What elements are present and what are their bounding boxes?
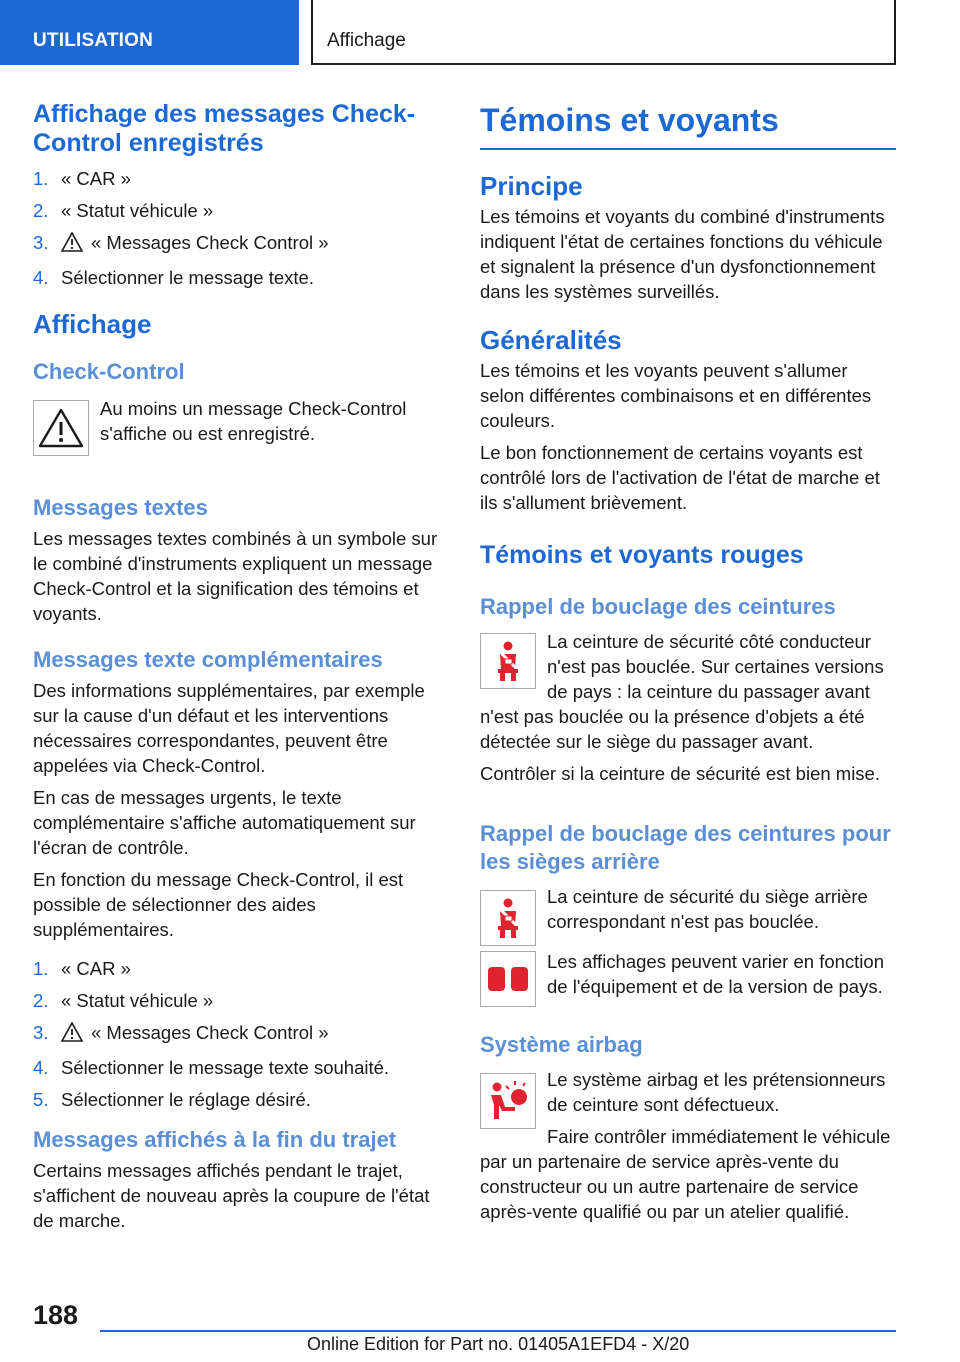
heading-belt-reminder: Rappel de bouclage des ceintures <box>480 594 836 619</box>
rear-belt-paragraph-2: Les affichages peuvent varier en fonction de l'équipement et de la version de pays. <box>547 951 884 997</box>
heading-end-of-trip: Messages affichés à la fin du trajet <box>33 1127 397 1152</box>
steps-list-stored <box>33 166 445 290</box>
warning-triangle-icon <box>61 232 83 258</box>
complementary-paragraph-2: En cas de messages urgents, le texte complémentaire s'affiche automatiquement sur l'écran de contrôle. <box>33 787 416 858</box>
end-of-trip-paragraph: Certains messages affichés pendant le trajet, s'affichent de nouveau après la coupure de l'état de marche. <box>33 1160 430 1231</box>
principle-paragraph: Les témoins et voyants du combiné d'instruments indiquent l'état de certaines fonctions du véhicule et signalent la présence d'un dysfonctionnement dans les systèmes surveillés. <box>480 206 885 302</box>
text-messages-paragraph: Les messages textes combinés à un symbole sur le combiné d'instruments expliquent un message Check-Control et la signification des témoins et voyants. <box>33 528 438 624</box>
rear-belt-row <box>480 884 896 942</box>
heading-rear-belt-reminder: Rappel de bouclage des ceintures pour les sièges arrière <box>480 821 891 874</box>
belt-reminder-paragraph-2: Contrôler si la ceinture de sécurité est bien mise. <box>480 763 880 784</box>
heading-display: Affichage <box>33 309 152 339</box>
list-item: 1. « CAR » <box>33 168 131 189</box>
heading-red-lights: Témoins et voyants rouges <box>480 541 804 569</box>
airbag-warning-icon <box>480 1073 536 1129</box>
heading-text-messages: Messages textes <box>33 495 208 520</box>
left-column <box>33 100 445 1233</box>
rear-seatbelt-warning-icon <box>480 890 536 946</box>
complementary-paragraph-3: En fonction du message Check-Control, il est possible de sélectionner des aides supplémentaires. <box>33 869 404 940</box>
belt-reminder-row <box>480 629 896 754</box>
heading-airbag: Système airbag <box>480 1032 643 1057</box>
belt-reminder-paragraph-1: La ceinture de sécurité côté conducteur n'est pas bouclée. Sur certaines versions de pays : la ceinture du passager avant n'est pas bouclée ou la présence d'objets a été détectée sur le siège du passager avant. <box>480 631 884 752</box>
rear-belt-paragraph-1: La ceinture de sécurité du siège arrière correspondant n'est pas bouclée. <box>547 886 868 932</box>
rear-seats-status-icon <box>480 951 536 1007</box>
right-column <box>480 100 896 1224</box>
footer-edition: Online Edition for Part no. 01405A1EFD4 - X/20 <box>307 1334 690 1354</box>
warning-triangle-icon <box>33 400 89 456</box>
seatbelt-warning-icon <box>480 633 536 689</box>
airbag-row <box>480 1067 896 1117</box>
heading-principle: Principe <box>480 171 583 201</box>
list-item: 2. « Statut véhicule » <box>33 990 214 1011</box>
rear-belt-seats-row <box>480 949 896 1007</box>
heading-general: Généralités <box>480 325 622 355</box>
check-control-row <box>33 396 445 456</box>
chapter-tab <box>311 0 896 65</box>
list-item: 3. « Messages Check Control » <box>33 230 445 258</box>
section-tab <box>0 0 299 65</box>
page-number: 188 <box>33 1300 79 1330</box>
list-item: 1. « CAR » <box>33 958 131 979</box>
heading-indicator-lights: Témoins et voyants <box>480 100 896 150</box>
list-item: 5. Sélectionner le réglage désiré. <box>33 1089 311 1110</box>
general-paragraph-2: Le bon fonctionnement de certains voyants est contrôlé lors de l'activation de l'état de marche et ils s'allument brièvement. <box>480 442 880 513</box>
warning-triangle-icon <box>61 1022 83 1048</box>
airbag-paragraph-2: Faire contrôler immédiatement le véhicule par un partenaire de service après-vente du constructeur ou un autre partenaire de service après-vente qualifié ou par un atelier qualifié. <box>480 1126 891 1222</box>
complementary-paragraph-1: Des informations supplémentaires, par exemple sur la cause d'un défaut et les interventions nécessaires correspondantes, peuvent être appelées via Check-Control. <box>33 680 425 776</box>
heading-complementary: Messages texte complémentaires <box>33 647 383 672</box>
heading-stored-messages: Affichage des messages Check-Control enregistrés <box>33 100 416 157</box>
section-title: UTILISATION <box>33 30 154 51</box>
check-control-text: Au moins un message Check-Control s'affiche ou est enregistré. <box>100 398 407 444</box>
list-item: 4. Sélectionner le message texte souhaité. <box>33 1057 390 1078</box>
steps-list-complementary <box>33 956 445 1112</box>
list-item: 3. « Messages Check Control » <box>33 1020 445 1048</box>
footer-divider <box>100 1330 896 1332</box>
list-item: 4. Sélectionner le message texte. <box>33 267 314 288</box>
list-item: 2. « Statut véhicule » <box>33 200 214 221</box>
heading-check-control: Check-Control <box>33 359 185 384</box>
general-paragraph-1: Les témoins et les voyants peuvent s'allumer selon différentes combinaisons et en différentes couleurs. <box>480 360 872 431</box>
chapter-title: Affichage <box>327 30 406 51</box>
airbag-paragraph-1: Le système airbag et les prétensionneurs de ceinture sont défectueux. <box>547 1069 886 1115</box>
